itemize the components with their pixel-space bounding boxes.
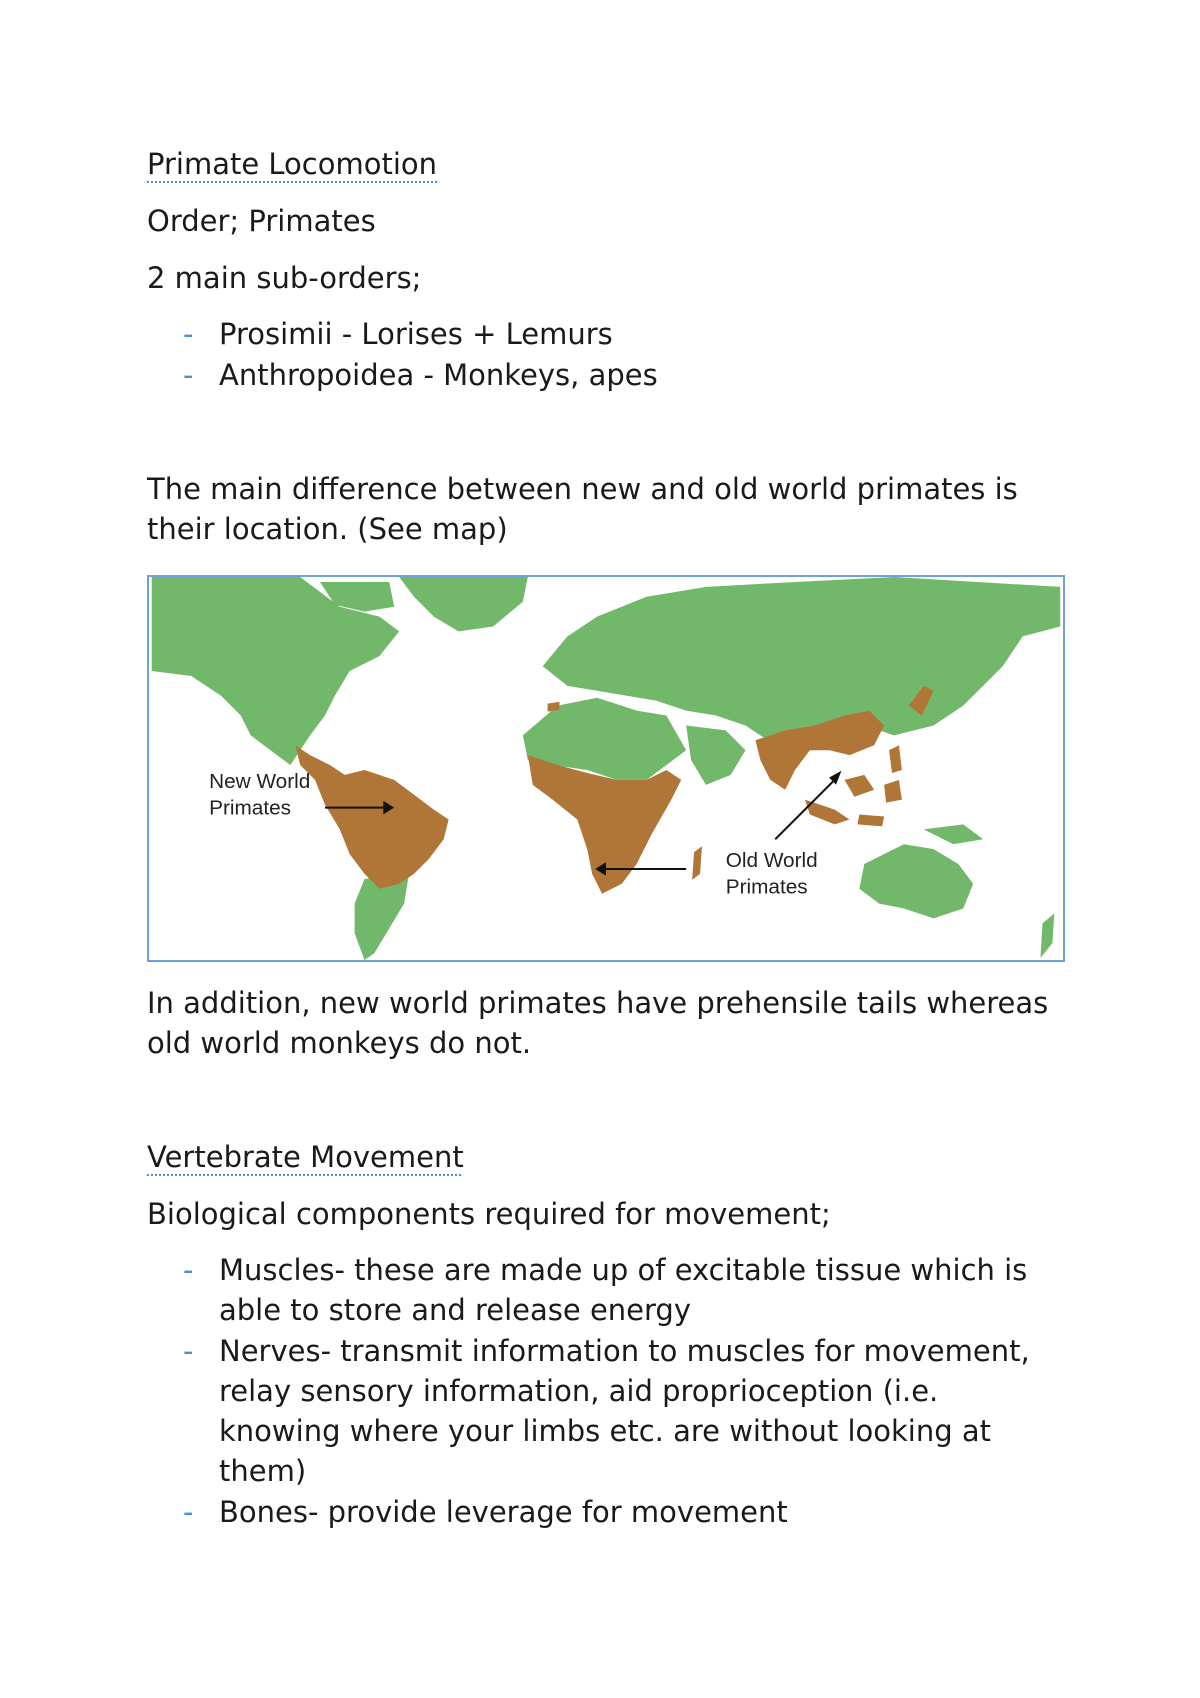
list-bullet: - [183,1495,194,1529]
greenland-landmass [399,577,528,631]
list-bullet: - [183,317,194,351]
primate-distribution-map [147,575,1065,962]
component-item-bones: Bones- provide leverage for movement [219,1495,788,1529]
philippines-region [889,745,902,773]
land-masses [152,577,1061,960]
arabia-landmass [686,725,745,784]
components-intro: Biological components required for movement; [147,1197,831,1231]
new-zealand-landmass [1040,913,1054,958]
list-bullet: - [183,1334,194,1368]
component-item-nerves: relay sensory information, aid proprioception (i.e. [219,1374,939,1408]
new-world-label: Primates [209,796,292,820]
list-bullet: - [183,1253,194,1287]
suborder-item-anthropoidea: Anthropoidea - Monkeys, apes [219,358,658,392]
order-line: Order; Primates [147,204,376,238]
difference-text-line: their location. (See map) [147,512,508,546]
suborder-item-prosimii: Prosimii - Lorises + Lemurs [219,317,613,351]
new-world-primate-region [295,745,448,889]
madagascar-region [692,846,702,880]
component-item-muscles: able to store and release energy [219,1293,691,1327]
world-map-illustration [149,577,1063,960]
component-item-muscles: Muscles- these are made up of excitable tissue which is [219,1253,1028,1287]
new-world-label: New World [209,769,311,793]
suborders-intro: 2 main sub-orders; [147,261,422,295]
section-heading-vertebrate-movement: Vertebrate Movement [147,1140,464,1174]
addition-text-line: In addition, new world primates have prehensile tails whereas [147,986,1049,1020]
indonesia-region [805,775,902,826]
addition-text-line: old world monkeys do not. [147,1026,532,1060]
difference-text-line: The main difference between new and old world primates is [147,472,1018,506]
new-guinea-landmass [924,824,983,844]
old-world-label: Old World [725,848,818,872]
list-bullet: - [183,358,194,392]
section-heading-primate-locomotion: Primate Locomotion [147,147,438,181]
component-item-nerves: knowing where your limbs etc. are without looking at [219,1414,991,1448]
old-world-label: Primates [725,875,808,899]
component-item-nerves: Nerves- transmit information to muscles for movement, [219,1334,1030,1368]
australia-landmass [859,844,973,918]
component-item-nerves: them) [219,1454,307,1488]
